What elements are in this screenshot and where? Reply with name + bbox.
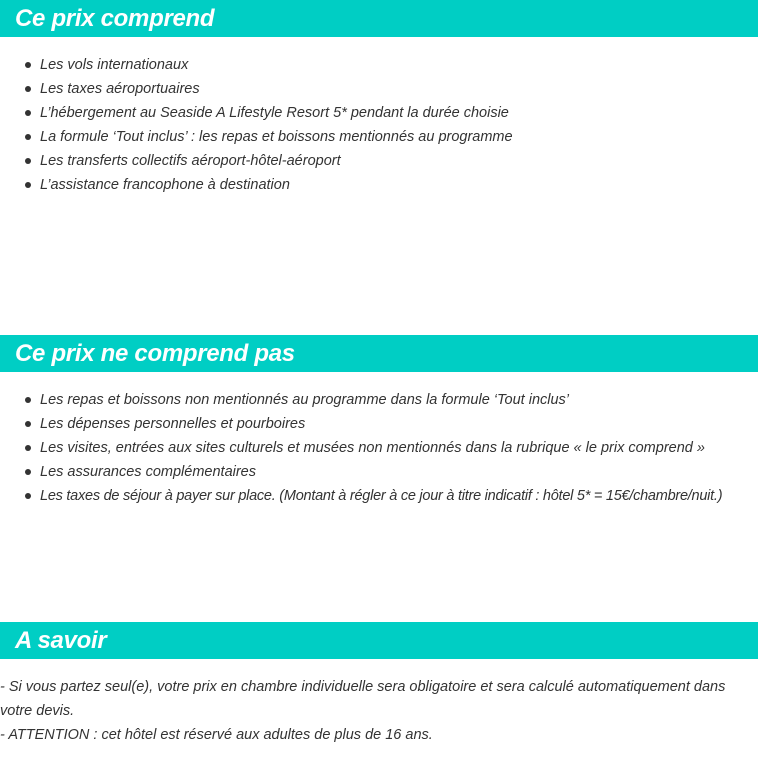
list-item: La formule ‘Tout inclus’ : les repas et boissons mentionnés au programme bbox=[0, 125, 758, 149]
good-to-know-note-1: - Si vous partez seul(e), votre prix en chambre individuelle sera obligatoire et sera calculé automatiquement dans votre devis. bbox=[0, 679, 726, 719]
excludes-header bbox=[0, 335, 758, 372]
list-item: L’hébergement au Seaside A Lifestyle Resort 5* pendant la durée choisie bbox=[0, 101, 758, 125]
list-item: Les assurances complémentaires bbox=[0, 460, 758, 484]
bullet-icon bbox=[25, 182, 31, 188]
list-item: Les visites, entrées aux sites culturels et musées non mentionnés dans la rubrique « le prix comprend » bbox=[0, 436, 758, 460]
list-item: Les vols internationaux bbox=[0, 53, 758, 77]
includes-title: Ce prix comprend bbox=[15, 5, 215, 32]
good-to-know-header bbox=[0, 622, 758, 659]
list-item: Les transferts collectifs aéroport-hôtel-aéroport bbox=[0, 149, 758, 173]
excludes-list bbox=[0, 388, 758, 508]
list-item: Les taxes aéroportuaires bbox=[0, 77, 758, 101]
bullet-icon bbox=[25, 134, 31, 140]
bullet-icon bbox=[25, 62, 31, 68]
list-item: Les repas et boissons non mentionnés au programme dans la formule ‘Tout inclus’ bbox=[0, 388, 758, 412]
bullet-icon bbox=[25, 421, 31, 427]
good-to-know-title: A savoir bbox=[15, 627, 107, 654]
bullet-icon bbox=[25, 86, 31, 92]
bullet-icon bbox=[25, 397, 31, 403]
excludes-title: Ce prix ne comprend pas bbox=[15, 340, 295, 367]
bullet-icon bbox=[25, 469, 31, 475]
includes-header bbox=[0, 0, 758, 37]
good-to-know-note-2: - ATTENTION : cet hôtel est réservé aux adultes de plus de 16 ans. bbox=[0, 727, 433, 743]
list-item: L’assistance francophone à destination bbox=[0, 173, 758, 197]
list-item: Les taxes de séjour à payer sur place. (Montant à régler à ce jour à titre indicatif : hôtel 5* = 15€/chambre/nuit.) bbox=[0, 484, 758, 508]
bullet-icon bbox=[25, 110, 31, 116]
bullet-icon bbox=[25, 158, 31, 164]
list-item: Les dépenses personnelles et pourboires bbox=[0, 412, 758, 436]
bullet-icon bbox=[25, 445, 31, 451]
bullet-icon bbox=[25, 493, 31, 499]
includes-list bbox=[0, 53, 758, 197]
